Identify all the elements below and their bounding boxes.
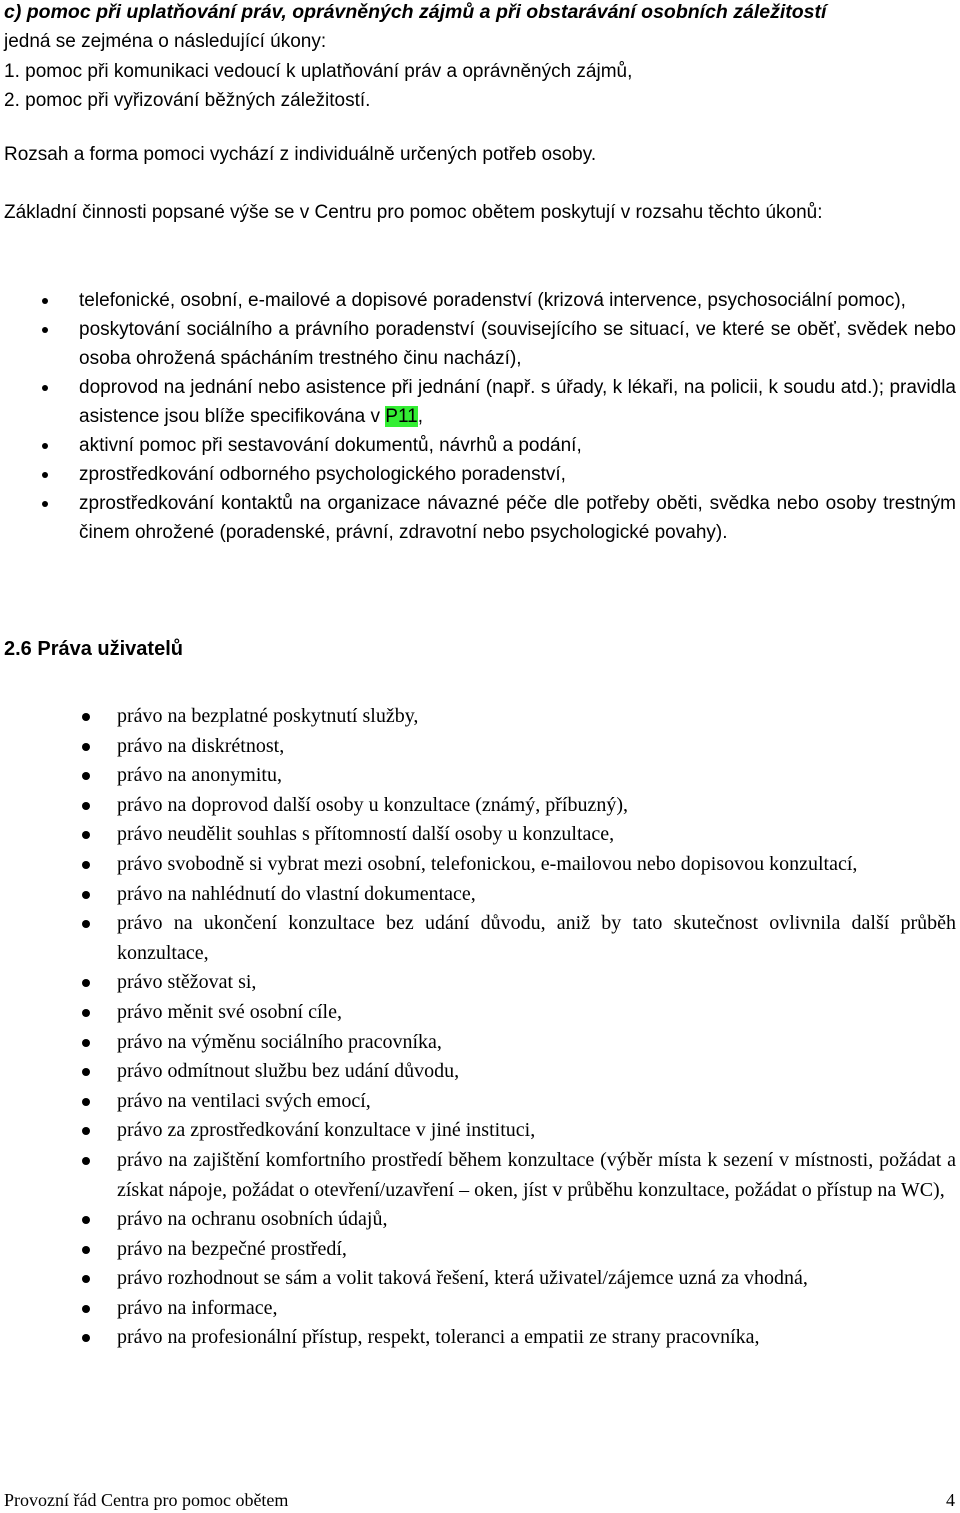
list-item-text: právo na výměnu sociálního pracovníka, xyxy=(117,1030,442,1053)
list-item xyxy=(0,1205,960,1235)
bullet-icon xyxy=(82,1098,90,1106)
list-item xyxy=(0,1323,960,1353)
rights-list xyxy=(0,702,960,1353)
list-item xyxy=(0,431,960,460)
list-item-text-end: , xyxy=(417,406,423,427)
list-item xyxy=(0,1235,960,1265)
list-item-text: právo na anonymitu, xyxy=(117,764,282,787)
footer-title: Provozní řád Centra pro pomoc obětem xyxy=(4,1490,289,1510)
bullet-icon xyxy=(82,920,90,928)
list-item xyxy=(0,286,960,315)
list-item xyxy=(0,880,960,910)
list-item-text: poskytování sociálního a právního poradenství (souvisejícího se situací, ve které se oběť, svědek nebo osoba ohrožená spácháním trestného činu nachází), xyxy=(79,319,956,369)
bullet-icon xyxy=(82,1246,90,1254)
bullet-icon xyxy=(82,713,90,721)
highlighted-reference: P11 xyxy=(385,406,418,427)
list-item-text: právo na ventilaci svých emocí, xyxy=(117,1089,371,1112)
list-item xyxy=(0,702,960,732)
bullet-icon xyxy=(42,385,48,391)
list-item-text: zprostředkování odborného psychologického poradenství, xyxy=(79,464,566,485)
list-item xyxy=(0,1264,960,1294)
list-item-text: právo neudělit souhlas s přítomností další osoby u konzultace, xyxy=(117,823,615,846)
list-item-text: právo odmítnout službu bez udání důvodu, xyxy=(117,1060,460,1083)
list-item xyxy=(0,732,960,762)
subsection-heading: c) pomoc při uplatňování práv, oprávněných zájmů a při obstarávání osobních záležitostí xyxy=(4,1,827,23)
list-item xyxy=(0,1087,960,1117)
bullet-icon xyxy=(82,1305,90,1313)
list-item xyxy=(0,460,960,489)
bullet-icon xyxy=(82,1039,90,1047)
bullet-icon xyxy=(82,1127,90,1135)
list-item-text: doprovod na jednání nebo asistence při jednání (např. s úřady, k lékaři, na policii, k soudu atd.); pravidla asistence jsou blíže specifikována v xyxy=(79,377,956,427)
bullet-icon xyxy=(82,1157,90,1165)
bullet-icon xyxy=(42,298,48,304)
list-item xyxy=(0,1146,960,1205)
list-item-text: právo na profesionální přístup, respekt, toleranci a empatii ze strany pracovníka, xyxy=(117,1326,760,1349)
list-item-text: právo na bezpečné prostředí, xyxy=(117,1237,347,1260)
bullet-icon xyxy=(82,1009,90,1017)
task-item: 2. pomoc při vyřizování běžných záležitostí. xyxy=(4,90,371,111)
list-item xyxy=(0,1028,960,1058)
bullet-icon xyxy=(82,861,90,869)
task-list xyxy=(4,27,954,116)
list-item-text: právo rozhodnout se sám a volit taková řešení, která uživatel/zájemce uzná za vhodná, xyxy=(117,1267,808,1290)
list-item xyxy=(0,850,960,880)
list-item xyxy=(0,820,960,850)
list-item xyxy=(0,315,960,373)
list-item xyxy=(0,791,960,821)
bullet-icon xyxy=(42,443,48,449)
bullet-icon xyxy=(82,1216,90,1224)
bullet-icon xyxy=(82,1334,90,1342)
task-item: 1. pomoc při komunikaci vedoucí k uplatňování práv a oprávněných zájmů, xyxy=(4,60,633,82)
list-item-text: právo na doprovod další osoby u konzultace (známý, příbuzný), xyxy=(117,793,628,816)
bullet-icon xyxy=(42,327,48,333)
bullet-icon xyxy=(42,501,48,507)
list-item-text: právo stěžovat si, xyxy=(117,971,257,994)
list-item-text: právo na ochranu osobních údajů, xyxy=(117,1208,388,1231)
list-item-text: právo na diskrétnost, xyxy=(117,734,285,757)
bullet-icon xyxy=(82,831,90,839)
list-item xyxy=(0,1294,960,1324)
bullet-icon xyxy=(82,1275,90,1283)
intro-paragraph: Základní činnosti popsané výše se v Centru pro pomoc obětem poskytují v rozsahu těchto úkonů: xyxy=(4,202,823,223)
list-item-text: právo svobodně si vybrat mezi osobní, telefonickou, e-mailovou nebo dopisovou konzultací, xyxy=(117,852,858,875)
list-item-text: právo na ukončení konzultace bez udání důvodu, aniž by tato skutečnost ovlivnila další průběh konzultace, xyxy=(117,912,956,964)
list-item xyxy=(0,373,960,431)
list-item-text: právo na bezplatné poskytnutí služby, xyxy=(117,705,419,727)
list-item xyxy=(0,998,960,1028)
list-item xyxy=(0,1116,960,1146)
scope-paragraph: Rozsah a forma pomoci vychází z individuálně určených potřeb osoby. xyxy=(4,144,597,165)
list-item-text: aktivní pomoc při sestavování dokumentů, návrhů a podání, xyxy=(79,435,582,456)
list-item-text: právo za zprostředkování konzultace v jiné instituci, xyxy=(117,1119,536,1142)
list-item-text: právo na informace, xyxy=(117,1296,278,1319)
list-item xyxy=(0,761,960,791)
page-number: 4 xyxy=(946,1490,955,1510)
task-list-intro: jedná se zejména o následující úkony: xyxy=(4,31,327,52)
list-item-text: telefonické, osobní, e-mailové a dopisové poradenství (krizová intervence, psychosociální pomoc), xyxy=(79,290,906,311)
bullet-icon xyxy=(82,772,90,780)
list-item xyxy=(0,968,960,998)
activities-list xyxy=(0,286,960,547)
bullet-icon xyxy=(82,743,90,751)
bullet-icon xyxy=(42,472,48,478)
section-title: 2.6 Práva uživatelů xyxy=(4,638,183,660)
list-item-text: zprostředkování kontaktů na organizace návazné péče dle potřeby oběti, svědka nebo osoby trestným činem ohrožené (poradenské, právní, zdravotní nebo psychologické povahy). xyxy=(79,493,956,543)
list-item xyxy=(0,489,960,547)
bullet-icon xyxy=(82,979,90,987)
list-item-text: právo měnit své osobní cíle, xyxy=(117,1000,342,1023)
list-item xyxy=(0,909,960,968)
bullet-icon xyxy=(82,1068,90,1076)
bullet-icon xyxy=(82,802,90,810)
list-item-text: právo na zajištění komfortního prostředí během konzultace (výběr místa k sezení v místnosti, požádat a získat nápoje, požádat o otevření/uzavření – oken, jíst v průběhu konzultace, požádat o přístup na WC), xyxy=(117,1148,956,1201)
list-item-text: právo na nahlédnutí do vlastní dokumentace, xyxy=(117,882,476,905)
list-item xyxy=(0,1057,960,1087)
bullet-icon xyxy=(82,891,90,899)
